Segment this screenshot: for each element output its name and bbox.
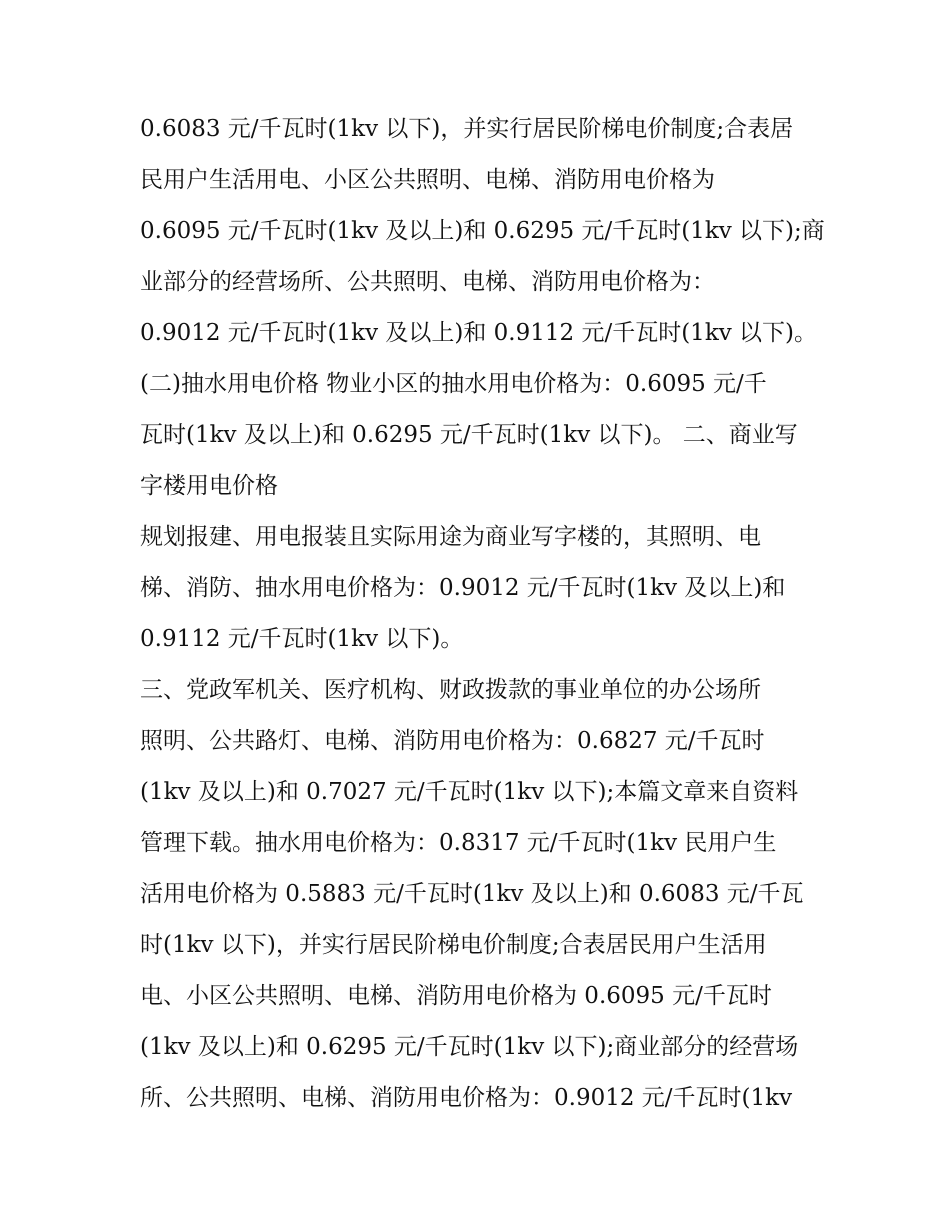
text-line: 0.6095 元/千瓦时(1kv 及以上)和 0.6295 元/千瓦时(1kv 以下);商 — [140, 218, 825, 244]
text-line: 0.6083 元/千瓦时(1kv 以下)，并实行居民阶梯电价制度;合表居 — [140, 116, 794, 142]
text-line: 管理下载。抽水用电价格为：0.8317 元/千瓦时(1kv 民用户生 — [140, 830, 777, 856]
text-line: 0.9112 元/千瓦时(1kv 以下)。 — [140, 626, 464, 652]
text-line: 民用户生活用电、小区公共照明、电梯、消防用电价格为 — [140, 167, 715, 193]
text-line: 业部分的经营场所、公共照明、电梯、消防用电价格为： — [140, 269, 715, 295]
text-line: 照明、公共路灯、电梯、消防用电价格为：0.6827 元/千瓦时 — [140, 728, 765, 754]
text-line: 时(1kv 以下)，并实行居民阶梯电价制度;合表居民用户生活用 — [140, 932, 767, 958]
text-line: 活用电价格为 0.5883 元/千瓦时(1kv 及以上)和 0.6083 元/千瓦 — [140, 881, 804, 907]
document-body — [140, 104, 830, 1124]
text-line: 梯、消防、抽水用电价格为：0.9012 元/千瓦时(1kv 及以上)和 — [140, 575, 786, 601]
text-line: 三、党政军机关、医疗机构、财政拨款的事业单位的办公场所 — [140, 677, 761, 703]
text-line: 所、公共照明、电梯、消防用电价格为：0.9012 元/千瓦时(1kv — [140, 1085, 793, 1111]
text-line: (1kv 及以上)和 0.6295 元/千瓦时(1kv 以下);商业部分的经营场 — [140, 1034, 799, 1060]
text-line: 规划报建、用电报装且实际用途为商业写字楼的，其照明、电 — [140, 524, 761, 550]
text-line: 电、小区公共照明、电梯、消防用电价格为 0.6095 元/千瓦时 — [140, 983, 772, 1009]
text-line: 0.9012 元/千瓦时(1kv 及以上)和 0.9112 元/千瓦时(1kv 以下)。 — [140, 320, 818, 346]
text-line: (二)抽水用电价格 物业小区的抽水用电价格为：0.6095 元/千 — [140, 371, 767, 397]
text-line: (1kv 及以上)和 0.7027 元/千瓦时(1kv 以下);本篇文章来自资料 — [140, 779, 799, 805]
text-line: 瓦时(1kv 及以上)和 0.6295 元/千瓦时(1kv 以下)。 二、商业写 — [140, 422, 798, 448]
text-line: 字楼用电价格 — [140, 473, 278, 499]
